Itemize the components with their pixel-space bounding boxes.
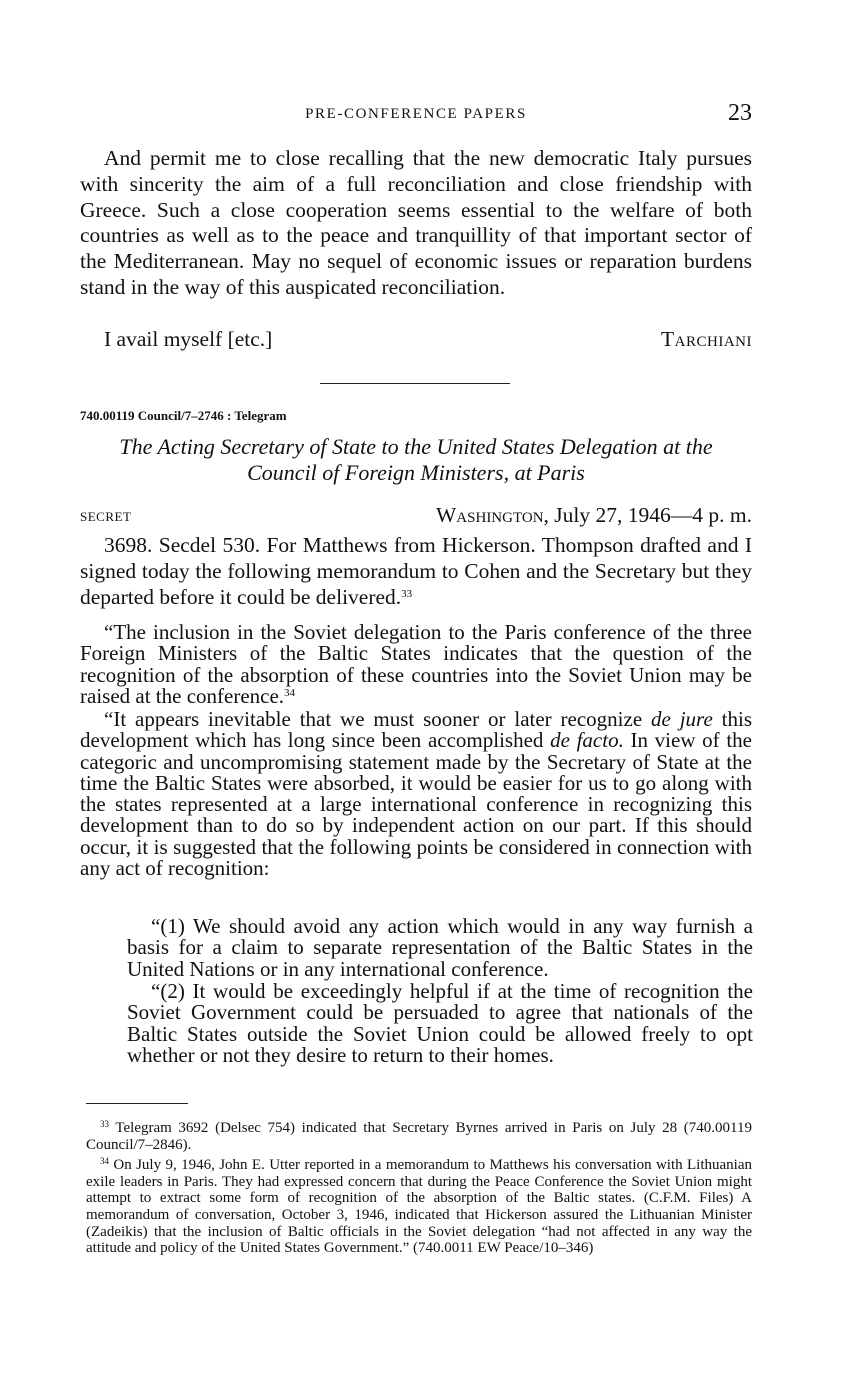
memo-paragraph-2-part-2: this development which has long since been accomplished — [80, 707, 752, 753]
opening-paragraph-text: 3698. Secdel 530. For Matthews from Hickerson. Thompson drafted and I signed today the following memorandum to Cohen and the Secretary but they departed before it could be delivered. — [80, 533, 752, 609]
page-number: 23 — [728, 100, 752, 126]
footnote-34-mark: 34 — [100, 1156, 109, 1167]
footnote-ref-34: 34 — [284, 686, 296, 699]
document-title-line-1: The Acting Secretary of State to the United States Delegation at the — [119, 434, 713, 459]
footnote-divider — [86, 1103, 188, 1104]
opening-paragraph — [80, 533, 752, 610]
dateline-place: Washington — [436, 503, 544, 527]
dateline — [436, 503, 752, 528]
document-title — [80, 434, 752, 486]
footnote-33-mark: 33 — [100, 1119, 109, 1129]
memo-paragraph-2-part-1: “It appears inevitable that we must sooner or later recognize — [104, 707, 652, 731]
file-reference: 740.00119 Council/7–2746 : Telegram — [80, 408, 287, 423]
memo-paragraph-1-text: “The inclusion in the Soviet delegation to the Paris conference of the three Foreign Ministers of the Baltic States indicates that the question of the recognition of the absorption of these countries into the Soviet Union may be raised at the conference. — [80, 620, 752, 708]
memo-paragraph-2-part-3: In view of the categoric and uncompromising statement made by the Secretary of State at the time the Baltic States were absorbed, it would be easier for us to go along with the states represented at a large international conference in recognizing this development than to do so by independent action on our part. If this should occur, it is suggested that the following points be considered in connection with any act of recognition: — [80, 728, 753, 881]
memo-paragraph-2 — [80, 709, 752, 879]
classification: SECRET — [80, 509, 132, 524]
closing-line — [80, 327, 752, 353]
running-title: PRE-CONFERENCE PAPERS — [305, 106, 527, 122]
footnote-34 — [86, 1153, 752, 1257]
memo-paragraph-1 — [80, 622, 752, 707]
term-de-jure: de jure — [651, 707, 713, 731]
term-de-facto: de facto. — [550, 728, 624, 753]
footnote-ref-33: 33 — [401, 587, 413, 600]
document-meta — [80, 503, 752, 531]
avail-line: I avail myself [etc.] — [104, 327, 273, 351]
section-divider — [320, 383, 510, 384]
running-head — [80, 100, 752, 126]
dateline-date: , July 27, 1946—4 p. m. — [543, 503, 752, 527]
footnote-33 — [86, 1116, 752, 1153]
footnote-33-text: Telegram 3692 (Delsec 754) indicated that Secretary Byrnes arrived in Paris on July 28 (740.00119 Council/7–2846). — [86, 1120, 752, 1153]
footnotes — [86, 1116, 752, 1257]
footnote-34-text: On July 9, 1946, John E. Utter reported in a memorandum to Matthews his conversation with Lithuanian exile leaders in Paris. They had expressed concern that during the Peace Conference the Soviet Union might attempt to extract some form of recognition of the absorption of the Baltic states. (C.F.M. Files) A memorandum of conversation, October 3, 1946, indicated that Hickerson assured the Lithuanian Minister (Zadeikis) that the inclusion of Baltic officials in the Soviet delegation “had not affected in any way the attitude and policy of the United States Government.” (740.0011 EW Peace/10–346) — [86, 1157, 752, 1257]
point-2: “(2) It would be exceedingly helpful if at the time of recognition the Soviet Government could be persuaded to agree that nationals of the Baltic States outside the Soviet Union could be allowed freely to opt whether or not they desire to return to their homes. — [127, 979, 753, 1067]
document-title-line-2: Council of Foreign Ministers, at Paris — [247, 460, 585, 485]
previous-closing-paragraph: And permit me to close recalling that the new democratic Italy pursues with sincerity the aim of a full reconciliation and close friendship with Greece. Such a close cooperation seems essential to the welfare of both countries as well as to the peace and tranquillity of that important sector of the Mediterranean. May no sequel of economic issues or reparation burdens stand in the way of this auspicated reconciliation. — [80, 146, 752, 299]
signature: Tarchiani — [661, 327, 752, 351]
point-1: “(1) We should avoid any action which would in any way furnish a basis for a claim to separate representation of the Baltic States in the United Nations or in any international conference. — [127, 914, 753, 981]
